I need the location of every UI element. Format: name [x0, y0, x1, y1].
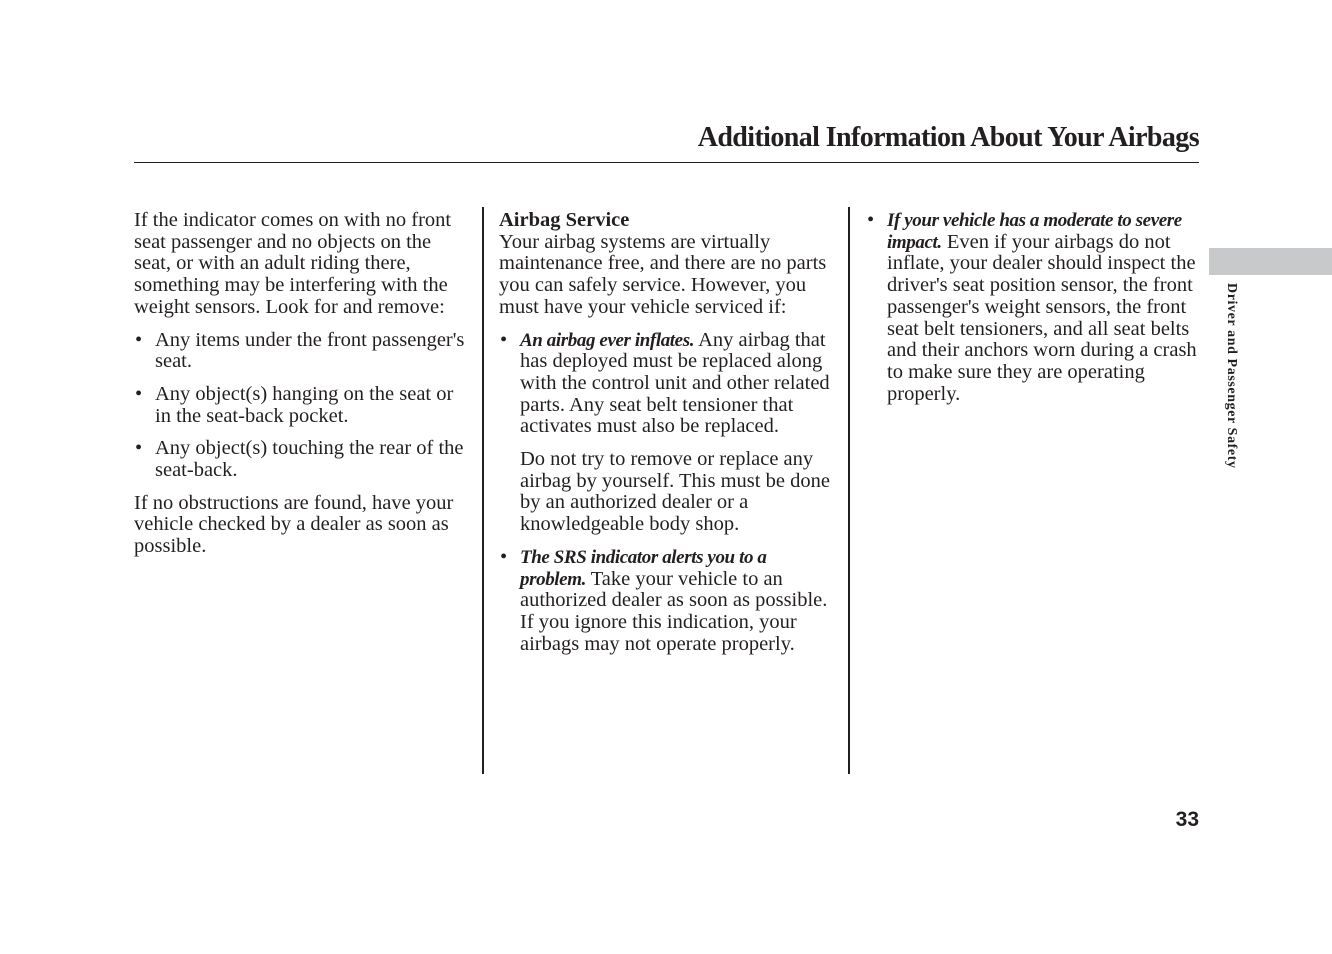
list-item [499, 330, 835, 536]
header-rule [134, 162, 1199, 163]
section-tab-label: Driver and Passenger Safety [1224, 283, 1239, 469]
column-1 [134, 210, 470, 569]
section-heading: Airbag Service [499, 209, 630, 231]
list-item-body: Any airbag that has deployed must be replaced along with the control unit and other related parts. Any seat belt tensioner that activates must also be replaced. [520, 328, 830, 438]
list-item-text [520, 547, 835, 656]
list-item-extra: Do not try to remove or replace any airbag by yourself. This must be done by an authorized dealer or a knowledgeable body shop. [520, 448, 830, 536]
column-2-intro: Your airbag systems are virtually maintenance free, and there are no parts you can safely service. However, you must have your vehicle serviced if: [499, 230, 827, 318]
column-divider [848, 207, 850, 774]
bullet-icon: • [867, 209, 875, 231]
list-item [866, 210, 1202, 405]
list-item-text [887, 210, 1202, 405]
list-item-lead: The SRS indicator alerts you to a problem. [520, 546, 767, 590]
bullet-icon: • [135, 382, 143, 405]
column-1-bullet-list [134, 330, 470, 482]
list-item [499, 547, 835, 656]
list-item-text: Any object(s) hanging on the seat or in the seat-back pocket. [155, 382, 454, 427]
column-3 [866, 210, 1202, 416]
column-2 [499, 210, 835, 666]
bullet-icon: • [135, 328, 143, 351]
list-item [134, 438, 470, 481]
list-item-text [520, 330, 835, 439]
page-number: 33 [1175, 808, 1199, 831]
list-item-body: Even if your airbags do not inflate, your dealer should inspect the driver's seat position sensor, the front passenger's weight sensors, the front seat belt tensioners, and all seat belts and their anchors worn during a crash to make sure they are operating properly. [887, 230, 1197, 405]
list-item-lead: An airbag ever inflates. [520, 329, 695, 351]
column-divider [482, 207, 484, 774]
list-item-text: Any items under the front passenger's seat. [155, 328, 465, 373]
list-item [134, 330, 470, 373]
column-3-bullet-list [866, 210, 1202, 405]
column-1-intro: If the indicator comes on with no front seat passenger and no objects on the seat, or with an adult riding there, something may be interfering with the weight sensors. Look for and remove: [134, 209, 452, 318]
list-item-lead: If your vehicle has a moderate to severe impact. [887, 210, 1182, 253]
column-1-closing: If no obstructions are found, have your vehicle checked by a dealer as soon as possible. [134, 491, 454, 558]
column-2-bullet-list [499, 330, 835, 656]
bullet-icon: • [135, 437, 143, 460]
page-title: Additional Information About Your Airbags [697, 122, 1199, 153]
bullet-icon: • [500, 328, 508, 351]
list-item-body: Take your vehicle to an authorized dealer as soon as possible. If you ignore this indication, your airbags may not operate properly. [520, 567, 828, 655]
list-item-text: Any object(s) touching the rear of the seat-back. [155, 437, 464, 482]
bullet-icon: • [500, 545, 508, 568]
section-tab [1209, 248, 1332, 275]
list-item [134, 384, 470, 427]
